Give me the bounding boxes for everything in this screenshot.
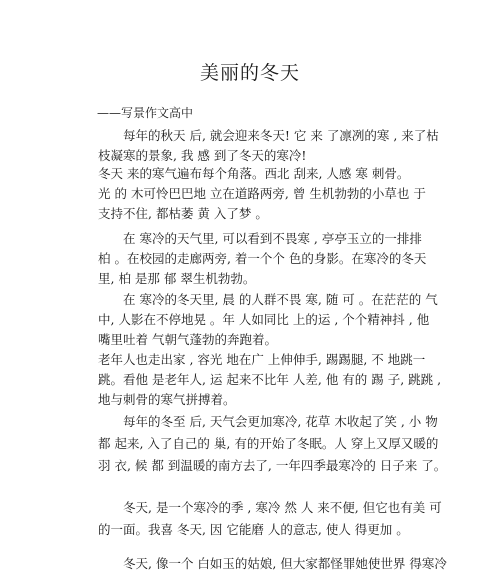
paragraph-line: 在 寒冷的冬天里, 晨 的人群不畏 寒, 随 可 。在茫茫的 气 [98,292,438,307]
paragraph-2 [98,164,426,224]
paragraph-line: 柏 。在校园的走廊两旁, 着一个个 色的身影。在寒冷的冬天 [98,251,427,266]
paragraph-line: 羽 衣, 候 都 到温暖的南方去了, 一年四季最寒冷的 日子来 了。 [98,458,447,473]
paragraph-line: 地与刺骨的寒气拼搏着。 [98,392,236,407]
paragraph-line: 光 的 木可怜巴巴地 立在道路两旁, 曾 生机勃勃的小草也 于 [98,186,426,201]
paragraph-line: 冬天, 是一个寒冷的季 , 寒冷 然 人 来不便, 但它也有美 可 [98,500,442,515]
paragraph-4 [98,290,438,350]
paragraph-line: 跳。看他 是老年人, 运 起来不比年 人差, 他 有的 踢 子, 跳跳 , [98,372,442,387]
paragraph-line: 中, 人影在不停地晃 。年 人如同比 上的运 , 个个精神抖 , 他 [98,312,430,327]
paragraph-line: 嘴里吐着 气朝气蓬勃的奔跑着。 [98,332,277,347]
paragraph-line: 都 起来, 入了自己的 巢, 有的开始了冬眠。人 穿上又厚又暖的 [98,436,439,451]
paragraph-5 [98,350,441,410]
paragraph-7 [98,497,442,541]
paragraph-line: 冬天, 像一个 白如玉的姑娘, 但大家都怪罪她使世界 得寒冷 [98,556,447,571]
paragraph-line: 在 寒冷的天气里, 可以看到不畏寒 , 亭亭玉立的一排排 [98,231,422,246]
paragraph-line: 支持不住, 都枯萎 黄 入了梦 。 [98,206,268,221]
paragraph-line: 的一面。我喜 冬天, 因 它能磨 人的意志, 使人 得更加 。 [98,522,409,537]
paragraph-line: 冬天 来的寒气遍布每个角落。西北 刮来, 人感 寒 刺骨。 [98,166,410,181]
paragraph-line: 里, 柏 是那 郁 翠生机勃勃。 [98,271,256,286]
page-subtitle: ——写景作文高中 [97,106,194,120]
paragraph-line: 每年的冬至 后, 天气会更加寒冷, 花草 木收起了笑 , 小 物 [98,414,438,429]
paragraph-line: 老年人也走出家 , 容光 地在广 上伸伸手, 踢踢腿, 不 地跳一 [98,352,426,367]
paragraph-line: 每年的秋天 后, 就会迎来冬天! 它 来 了凛冽的寒 , 来了枯 [98,128,439,143]
paragraph-6 [98,411,446,477]
paragraph-1 [98,126,439,166]
page-title: 美丽的冬天 [199,62,300,84]
paragraph-8 [98,554,447,574]
paragraph-line: 枝凝寒的景象, 我 感 到了冬天的寒冷! [98,148,307,163]
paragraph-3 [98,229,426,289]
